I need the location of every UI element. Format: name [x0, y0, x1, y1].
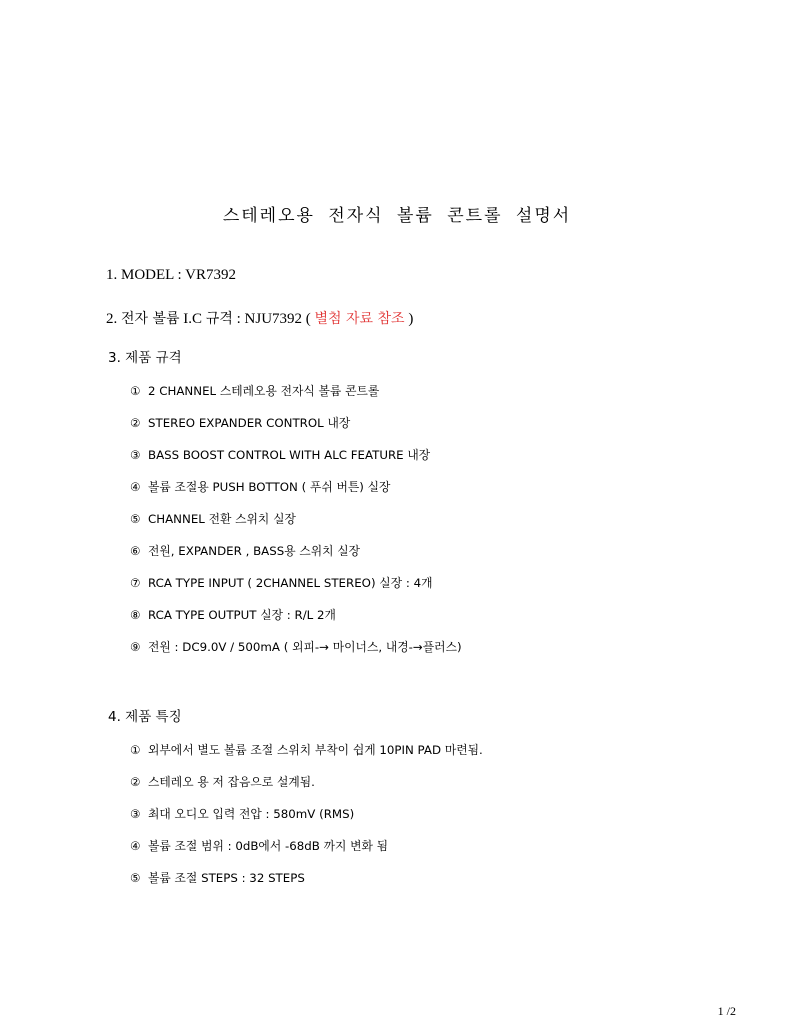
- feature-item-text: 볼륨 조절 STEPS : 32 STEPS: [148, 871, 305, 885]
- spec-item-number: ③: [130, 448, 141, 462]
- spec-item: [130, 606, 336, 623]
- feature-item: [130, 869, 305, 886]
- feature-item-number: ②: [130, 775, 141, 789]
- spec-item-number: ①: [130, 384, 141, 398]
- reference-note: 별첨 자료 참조: [314, 311, 405, 327]
- spec-item-text: STEREO EXPANDER CONTROL 내장: [148, 416, 351, 430]
- feature-item-number: ⑤: [130, 871, 141, 885]
- feature-item-text: 최대 오디오 입력 전압 : 580mV (RMS): [148, 807, 355, 821]
- feature-item: [130, 773, 315, 790]
- spec-item: [130, 478, 390, 495]
- spec-item-number: ⑦: [130, 576, 141, 590]
- feature-item-text: 스테레오 용 저 잡음으로 설계됨.: [148, 775, 315, 789]
- spec-item: [130, 382, 379, 399]
- feature-item-text: 외부에서 별도 볼륨 조절 스위치 부착이 쉽게 10PIN PAD 마련됨.: [148, 743, 483, 757]
- feature-item: [130, 741, 483, 758]
- feature-item-number: ③: [130, 807, 141, 821]
- spec-item: [130, 574, 432, 591]
- page-number: 1 /2: [717, 1004, 736, 1018]
- section-ic-label: 전자 볼륨: [121, 311, 180, 327]
- section-ic-prefix: 2.: [106, 311, 121, 327]
- spec-item-text: CHANNEL 전환 스위치 실장: [148, 512, 296, 526]
- spec-item-number: ⑨: [130, 640, 141, 654]
- feature-item-number: ④: [130, 839, 141, 853]
- spec-item-number: ⑥: [130, 544, 141, 558]
- spec-item-number: ⑤: [130, 512, 141, 526]
- spec-item-text: 볼륨 조절용 PUSH BOTTON ( 푸쉬 버튼) 실장: [148, 480, 391, 494]
- spec-item: [130, 446, 430, 463]
- spec-item: [130, 414, 350, 431]
- feature-item-text: 볼륨 조절 범위 : 0dB에서 -68dB 까지 변화 됨: [148, 839, 389, 853]
- section-ic-close: ): [404, 311, 414, 327]
- spec-item-number: ⑧: [130, 608, 141, 622]
- spec-item-number: ②: [130, 416, 141, 430]
- feature-item: [130, 805, 354, 822]
- section-ic-suffix: : NJU7392 (: [232, 311, 315, 327]
- spec-item-text: 2 CHANNEL 스테레오용 전자식 볼륨 콘트롤: [148, 384, 380, 398]
- feature-item: [130, 837, 388, 854]
- spec-item: [130, 510, 296, 527]
- feature-item-number: ①: [130, 743, 141, 757]
- spec-item-text: 전원, EXPANDER , BASS용 스위치 실장: [148, 544, 361, 558]
- document-title: 스테레오용 전자식 볼륨 콘트롤 설명서: [222, 206, 572, 226]
- spec-item-number: ④: [130, 480, 141, 494]
- spec-item-text: RCA TYPE INPUT ( 2CHANNEL STEREO) 실장 : 4개: [148, 576, 433, 590]
- section-spec-heading: 3. 제품 규격: [108, 350, 182, 366]
- section-model: 1. MODEL : VR7392: [106, 267, 237, 283]
- section-ic-spec: [106, 308, 413, 328]
- spec-item-text: 전원 : DC9.0V / 500mA ( 외피-→ 마이너스, 내경-→플러스): [148, 640, 462, 654]
- spec-item: [130, 638, 462, 655]
- spec-item-text: BASS BOOST CONTROL WITH ALC FEATURE 내장: [148, 448, 431, 462]
- spec-item-text: RCA TYPE OUTPUT 실장 : R/L 2개: [148, 608, 336, 622]
- spec-item: [130, 542, 360, 559]
- section-ic-mid: I.C: [179, 311, 206, 327]
- section-ic-label2: 규격: [205, 311, 233, 327]
- section-features-heading: 4. 제품 특징: [108, 709, 182, 725]
